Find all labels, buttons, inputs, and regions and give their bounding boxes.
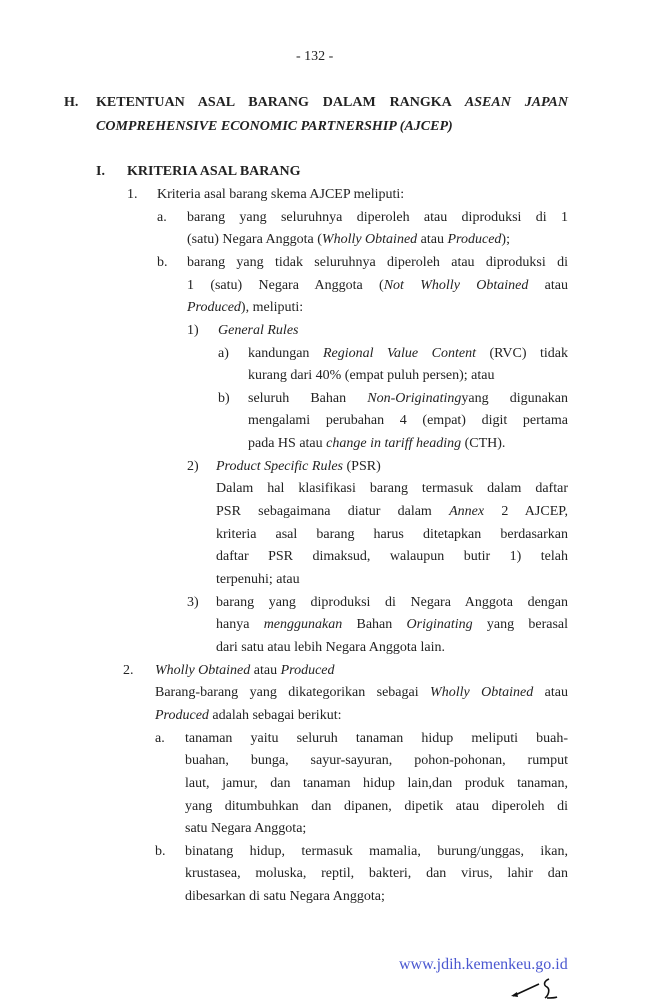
text-line	[187, 231, 510, 249]
text-segment: Produced	[155, 708, 209, 723]
text-segment: (PSR)	[343, 459, 381, 474]
text-line	[155, 843, 166, 861]
text-segment: barang yang seluruhnya diperoleh atau diproduksi di 1	[187, 210, 568, 225]
text-segment: (CTH).	[461, 436, 506, 451]
text-segment: kandungan	[248, 346, 323, 361]
text-segment: I.	[96, 164, 105, 179]
text-segment: Wholly Obtained	[321, 232, 418, 247]
text-segment: 2)	[187, 459, 199, 474]
text-line	[185, 865, 568, 883]
text-line	[157, 209, 167, 227]
text-segment: barang yang tidak seluruhnya diperoleh atau diproduksi di	[187, 255, 568, 270]
text-segment: krustasea, moluska, reptil, bakteri, dan virus, lahir dan	[185, 866, 568, 881]
text-segment: buahan, bunga, sayur-sayuran, pohon-pohonan, rumput	[185, 753, 568, 768]
text-segment: PSR sebagaimana diatur dalam	[216, 504, 450, 519]
text-line	[248, 390, 568, 408]
text-line	[185, 752, 568, 770]
text-segment: satu Negara Anggota;	[185, 821, 307, 836]
text-segment: Produced	[280, 663, 335, 678]
text-segment: a.	[155, 731, 165, 746]
text-segment: ASEAN JAPAN	[464, 95, 568, 110]
text-segment: daftar PSR dimaksud, walaupun butir 1) telah	[216, 549, 568, 564]
text-segment: KETENTUAN ASAL BARANG DALAM RANGKA	[96, 95, 465, 110]
text-line	[248, 367, 494, 385]
text-segment: H.	[64, 95, 79, 110]
text-line	[187, 299, 303, 317]
text-segment: yang berasal	[472, 617, 569, 632]
text-segment: COMPREHENSIVE ECONOMIC PARTNERSHIP (AJCEP)	[96, 119, 453, 134]
text-segment: 3)	[187, 595, 199, 610]
text-segment: 1.	[127, 187, 138, 202]
text-line	[123, 662, 134, 680]
text-segment: Produced	[187, 300, 241, 315]
text-line	[187, 209, 568, 227]
text-line	[248, 412, 568, 430]
text-segment: seluruh Bahan	[248, 391, 368, 406]
text-segment: dibesarkan di satu Negara Anggota;	[185, 889, 385, 904]
text-segment: yang ditumbuhkan dan dipanen, dipetik atau diperoleh di	[185, 799, 568, 814]
text-segment: terpenuhi; atau	[216, 572, 300, 587]
text-segment: Kriteria asal barang skema AJCEP meliputi:	[157, 187, 405, 202]
text-line	[185, 730, 568, 748]
text-segment: atau	[417, 232, 448, 247]
text-line	[157, 254, 168, 272]
text-line	[185, 888, 385, 906]
text-segment: dari satu atau lebih Negara Anggota lain.	[216, 640, 445, 655]
text-segment: General Rules	[218, 323, 299, 338]
text-segment: Not Wholly Obtained	[383, 278, 529, 293]
text-segment: atau	[250, 663, 281, 678]
text-segment: kurang dari 40% (empat puluh persen); atau	[248, 368, 495, 383]
text-line	[187, 322, 199, 340]
text-segment: b)	[218, 391, 230, 406]
text-segment: hanya	[216, 617, 264, 632]
text-line	[218, 345, 229, 363]
text-segment: (satu) Negara Anggota (	[187, 232, 322, 247]
text-segment: 1)	[187, 323, 199, 338]
text-line	[216, 639, 445, 657]
text-line	[216, 616, 568, 634]
text-line	[185, 798, 568, 816]
text-line	[216, 503, 568, 521]
text-segment: b.	[157, 255, 168, 270]
text-segment: Barang-barang yang dikategorikan sebagai	[155, 685, 431, 700]
text-segment: Product Specific Rules	[216, 459, 343, 474]
text-line	[216, 571, 300, 589]
text-segment: menggunakan	[263, 617, 343, 632]
text-segment: Bahan	[342, 617, 407, 632]
text-segment: ), meliputi:	[240, 300, 304, 315]
text-line	[187, 594, 199, 612]
text-segment: atau	[533, 685, 568, 700]
text-line	[187, 254, 568, 272]
text-segment: Originating	[406, 617, 473, 632]
text-segment: KRITERIA ASAL BARANG	[127, 164, 301, 179]
text-line	[185, 843, 568, 861]
text-segment: Dalam hal klasifikasi barang termasuk dalam daftar	[216, 481, 568, 496]
text-segment: 1 (satu) Negara Anggota (	[187, 278, 384, 293]
text-segment: b.	[155, 844, 166, 859]
text-line	[216, 480, 568, 498]
footer-url[interactable]: www.jdih.kemenkeu.go.id	[399, 956, 568, 973]
text-line	[216, 548, 568, 566]
text-line	[155, 730, 165, 748]
text-segment: kriteria asal barang harus ditetapkan berdasarkan	[216, 527, 568, 542]
text-line	[248, 435, 505, 453]
text-line	[96, 118, 453, 136]
text-line	[216, 594, 568, 612]
text-segment: Wholly Obtained	[430, 685, 534, 700]
text-segment: change in tariff heading	[326, 436, 462, 451]
text-segment: 2.	[123, 663, 134, 678]
text-line	[187, 458, 199, 476]
text-segment: );	[501, 232, 510, 247]
text-line	[218, 322, 298, 340]
text-line	[157, 186, 404, 204]
text-line	[185, 775, 568, 793]
text-segment: Annex	[449, 504, 485, 519]
text-line	[64, 94, 78, 112]
text-line	[216, 458, 381, 476]
text-segment: a)	[218, 346, 229, 361]
text-line	[216, 526, 568, 544]
text-line	[127, 163, 301, 181]
text-segment: Non-Originating	[367, 391, 462, 406]
text-line	[155, 707, 341, 725]
text-segment: atau	[528, 278, 568, 293]
text-line	[185, 820, 306, 838]
text-line	[127, 186, 138, 204]
text-segment: barang yang diproduksi di Negara Anggota dengan	[216, 595, 568, 610]
text-line	[187, 277, 568, 295]
text-segment: 2 AJCEP,	[484, 504, 568, 519]
text-line	[96, 163, 105, 181]
text-segment: tanaman yaitu seluruh tanaman hidup meliputi buah-	[185, 731, 568, 746]
signature-initial	[505, 978, 565, 1000]
text-line	[218, 390, 230, 408]
text-line	[155, 684, 568, 702]
text-segment: laut, jamur, dan tanaman hidup lain,dan produk tanaman,	[185, 776, 568, 791]
text-segment: a.	[157, 210, 167, 225]
text-segment: yang digunakan	[461, 391, 569, 406]
text-line	[155, 662, 335, 680]
text-line	[96, 94, 568, 112]
text-segment: (RVC) tidak	[475, 346, 569, 361]
text-segment: Produced	[447, 232, 502, 247]
text-segment: Regional Value Content	[322, 346, 476, 361]
text-segment: Wholly Obtained	[155, 663, 251, 678]
text-segment: binatang hidup, termasuk mamalia, burung/unggas, ikan,	[185, 844, 568, 859]
page-number: - 132 -	[296, 49, 334, 64]
text-segment: adalah sebagai berikut:	[208, 708, 342, 723]
text-line	[248, 345, 568, 363]
text-segment: mengalami perubahan 4 (empat) digit pertama	[248, 413, 568, 428]
text-segment: pada HS atau	[248, 436, 327, 451]
